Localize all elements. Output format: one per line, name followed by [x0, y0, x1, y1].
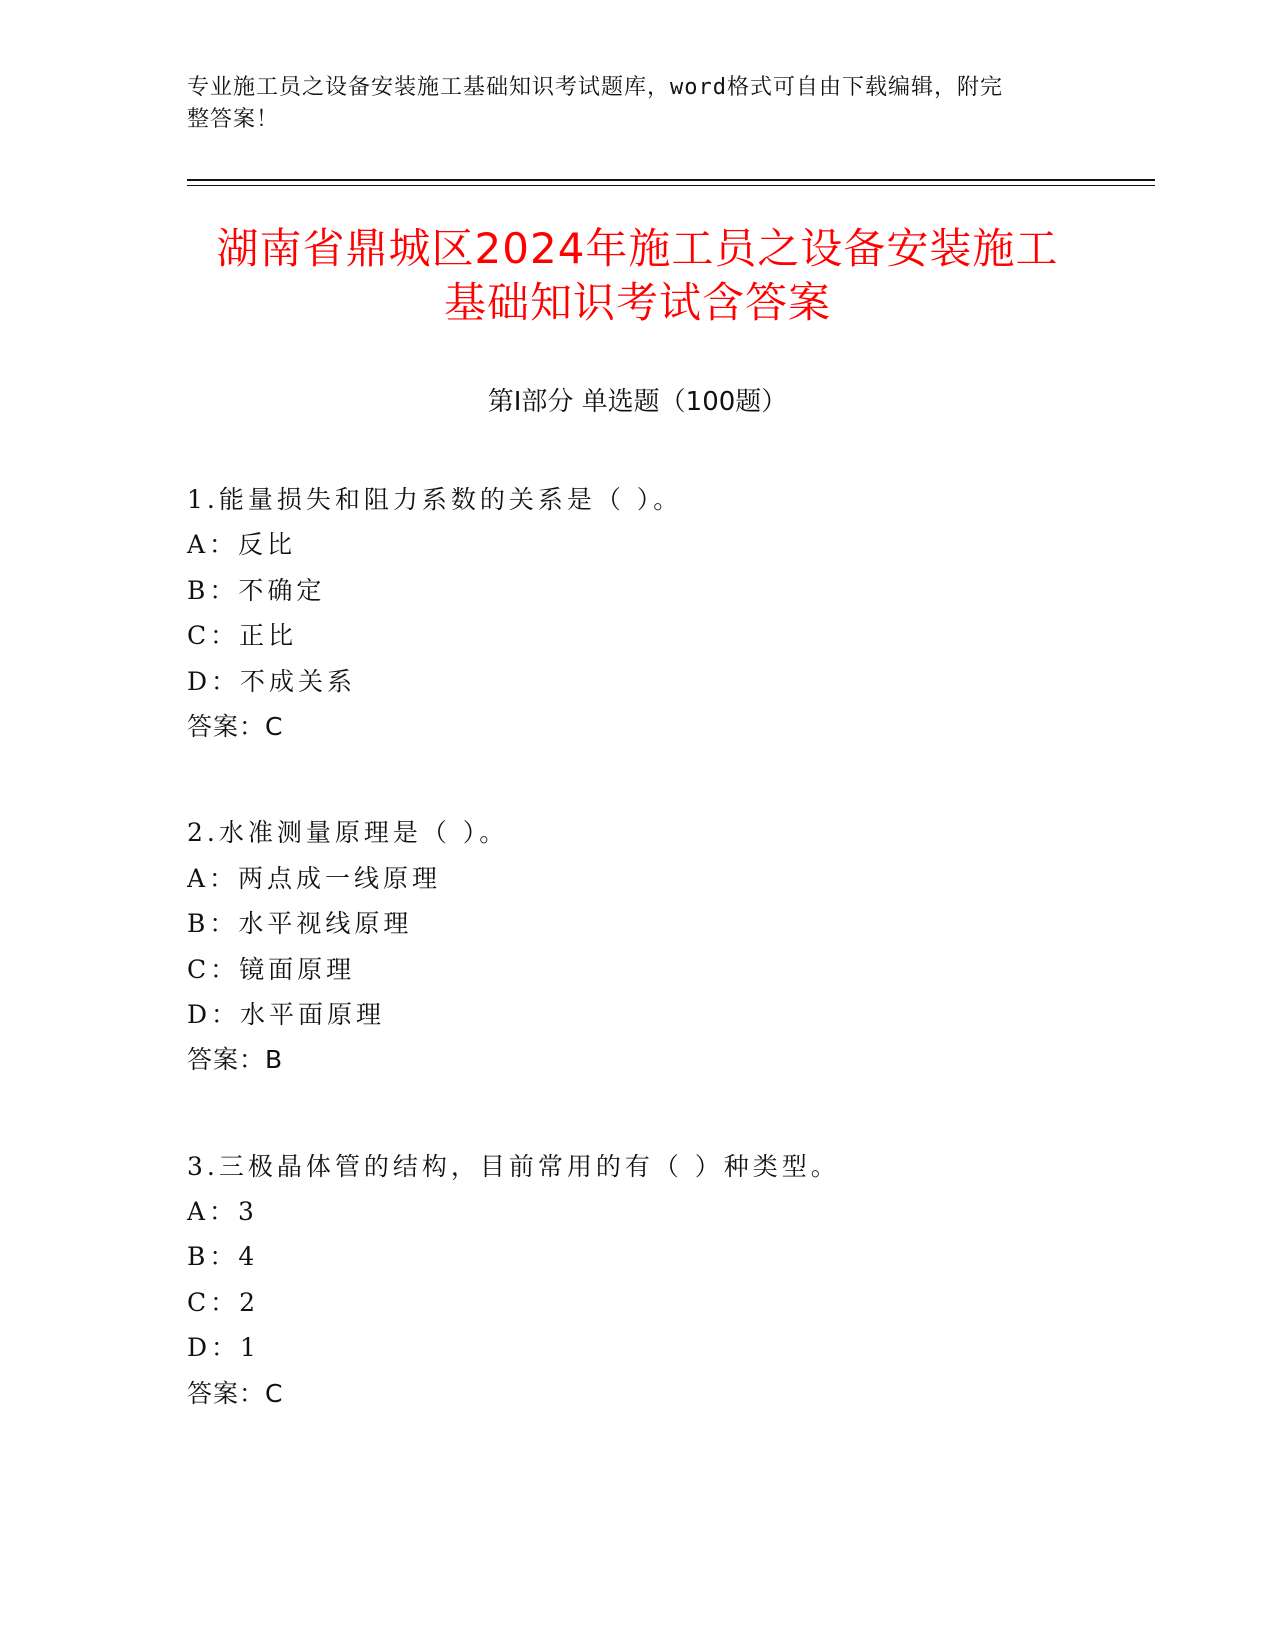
option-b: B：水平视线原理: [187, 909, 413, 939]
section-heading: 第Ⅰ部分 单选题（100题）: [487, 387, 788, 417]
option-d: D：水平面原理: [187, 999, 386, 1029]
question-stem: 2.水准测量原理是（ ）。: [187, 818, 509, 848]
header-divider-thin: [187, 185, 1155, 186]
question-2: [187, 810, 1087, 1082]
option-c: C：镜面原理: [187, 954, 356, 984]
option-d: D：1: [187, 1333, 260, 1363]
answer: 答案：B: [187, 1045, 284, 1075]
header-note-line-1: 专业施工员之设备安装施工基础知识考试题库，word格式可自由下载编辑，附完: [187, 75, 1003, 100]
document-title: [150, 222, 1125, 330]
question-1: [187, 477, 1087, 749]
question-3: [187, 1144, 1087, 1416]
question-stem: 3.三极晶体管的结构，目前常用的有（ ）种类型。: [187, 1151, 840, 1181]
option-b: B：不确定: [187, 575, 326, 605]
answer: 答案：C: [187, 1378, 284, 1408]
option-a: A：两点成一线原理: [187, 863, 442, 893]
option-a: A：反比: [187, 530, 297, 560]
option-c: C：正比: [187, 621, 298, 651]
question-list: [187, 477, 1087, 1477]
answer: 答案：C: [187, 711, 284, 741]
document-title-line-2: 基础知识考试含答案: [443, 278, 831, 327]
header-note-line-2: 整答案！: [187, 107, 280, 132]
option-a: A：3: [187, 1197, 258, 1227]
header-divider-thick: [187, 179, 1155, 181]
option-d: D：不成关系: [187, 666, 357, 696]
header-note: [187, 72, 1067, 136]
document-title-line-1: 湖南省鼎城区2024年施工员之设备安装施工: [216, 224, 1059, 273]
option-c: C：2: [187, 1287, 260, 1317]
question-stem: 1.能量损失和阻力系数的关系是（ ）。: [187, 485, 683, 514]
option-b: B：4: [187, 1242, 259, 1272]
